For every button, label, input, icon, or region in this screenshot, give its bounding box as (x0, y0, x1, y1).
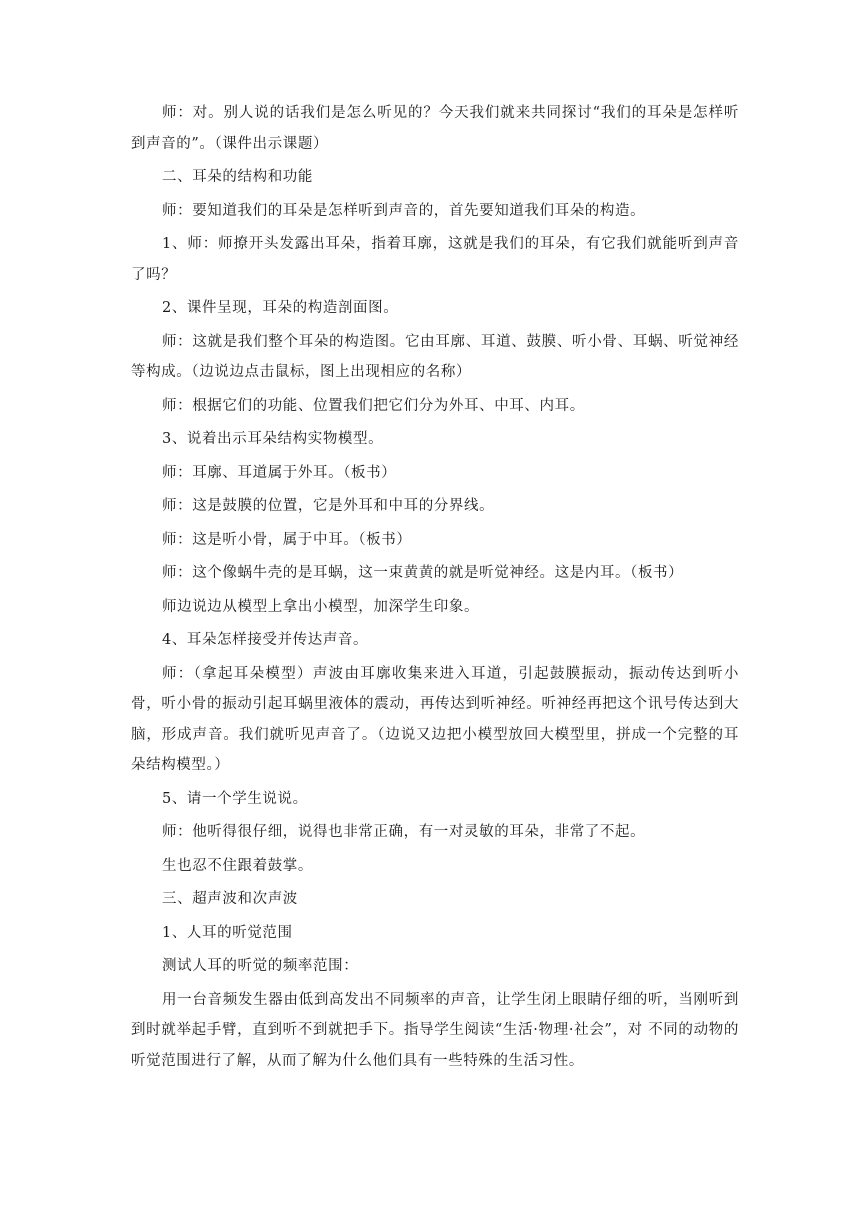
paragraph: 师：对。别人说的话我们是怎么听见的？今天我们就来共同探讨“我们的耳朵是怎样听到声音的”。（课件出示课题） (131, 105, 739, 152)
paragraph: 1、师：师撩开头发露出耳朵，指着耳廓，这就是我们的耳朵，有它我们就能听到声音了吗？ (131, 236, 739, 283)
paragraph: 生也忍不住跟着鼓掌。 (162, 857, 313, 874)
paragraph: 用一台音频发生器由低到高发出不同频率的声音，让学生闭上眼睛仔细的听，当刚听到到时就举起手臂，直到听不到就把手下。指导学生阅读“生活·物理·社会”，对 不同的动物的听觉范围进行了解，从而了解为什么他们具有一些特殊的生活习性。 (131, 991, 739, 1069)
paragraph: 师：根据它们的功能、位置我们把它们分为外耳、中耳、内耳。 (162, 397, 585, 414)
paragraph: 2、课件呈现，耳朵的构造剖面图。 (162, 300, 399, 316)
section-heading: 二、耳朵的结构和功能 (162, 169, 313, 185)
paragraph: 1、人耳的听觉范围 (162, 924, 293, 941)
paragraph: 3、说着出示耳朵结构实物模型。 (162, 431, 384, 447)
document-body (131, 98, 739, 1079)
paragraph: 4、耳朵怎样接受并传达声音。 (162, 632, 369, 648)
paragraph: 测试人耳的听觉的频率范围： (162, 958, 359, 974)
paragraph: 师：耳廓、耳道属于外耳。（板书） (162, 464, 397, 481)
paragraph: 师：要知道我们的耳朵是怎样听到声音的，首先要知道我们耳朵的构造。 (162, 202, 646, 219)
paragraph: 师边说边从模型上拿出小模型，加深学生印象。 (162, 598, 480, 615)
paragraph: 师：这是鼓膜的位置，它是外耳和中耳的分界线。 (162, 498, 495, 514)
paragraph: 师：这个像蜗牛壳的是耳蜗，这一束黄黄的就是听觉神经。这是内耳。（板书） (162, 565, 684, 581)
paragraph: 师：这是听小骨，属于中耳。（板书） (162, 531, 412, 548)
paragraph: 师：这就是我们整个耳朵的构造图。它由耳廓、耳道、鼓膜、听小骨、耳蜗、听觉神经等构成。（边说边点击鼠标，图上出现相应的名称） (131, 333, 739, 380)
paragraph: 师：（拿起耳朵模型）声波由耳廓收集来进入耳道，引起鼓膜振动，振动传达到听小骨，听小骨的振动引起耳蜗里液体的震动，再传达到听神经。听神经再把这个讯号传达到大脑，形成声音。我们就听见声音了。（边说又边把小模型放回大模型里，拼成一个完整的耳朵结构模型。） (131, 665, 739, 773)
paragraph: 师：他听得很仔细，说得也非常正确，有一对灵敏的耳朵，非常了不起。 (162, 824, 646, 840)
paragraph: 5、请一个学生说说。 (162, 790, 308, 807)
section-heading: 三、超声波和次声波 (162, 891, 298, 907)
